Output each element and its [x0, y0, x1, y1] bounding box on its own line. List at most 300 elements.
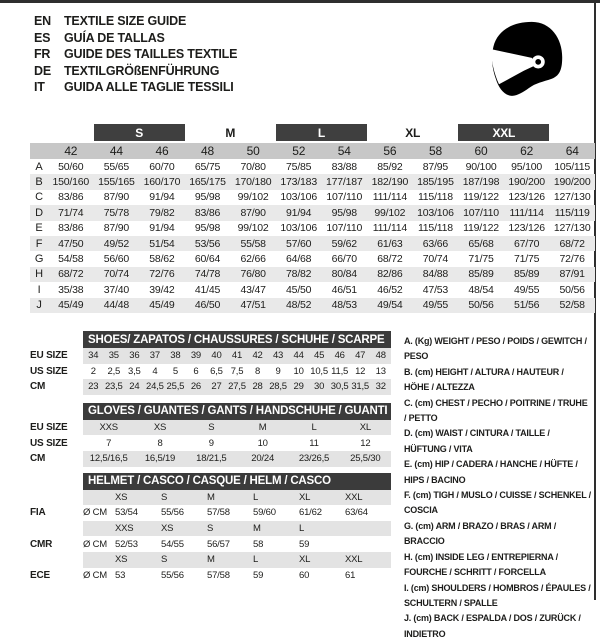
size-value: 63/64: [345, 507, 368, 519]
size-label: XS: [115, 491, 128, 503]
size-value: 30,5: [330, 381, 349, 393]
standard-label: CMR: [30, 538, 53, 550]
size-value: 11: [309, 437, 319, 449]
size-number: 58: [428, 144, 442, 158]
measurement-value: 111/114: [372, 191, 407, 204]
standard-label: ECE: [30, 569, 50, 581]
measurement-value: 45/50: [286, 283, 312, 296]
size-group-xxl: XXL: [458, 124, 549, 141]
measurement-value: 50/56: [559, 283, 585, 296]
measurement-value: 111/114: [509, 206, 544, 219]
size-label: M: [253, 523, 261, 535]
measurement-value: 48/54: [468, 283, 494, 296]
size-value: 9: [208, 437, 214, 449]
size-label: S: [161, 554, 168, 566]
measurement-value: 71/75: [468, 253, 494, 266]
size-value: 29: [293, 381, 304, 393]
measurement-value: 173/183: [280, 176, 317, 189]
measurement-value: 84/88: [422, 268, 449, 281]
measurement-value: 50/60: [58, 160, 84, 173]
language-title-row: [34, 30, 237, 47]
size-value: 48: [375, 350, 386, 362]
measurement-value: 47/50: [58, 237, 84, 250]
measurement-value: 105/115: [554, 160, 591, 173]
measurement-value: 83/88: [331, 160, 357, 173]
table-row-d: [30, 205, 595, 220]
gloves-cm-row: [30, 451, 391, 467]
size-group-m: M: [225, 125, 236, 140]
size-value: 43: [272, 350, 284, 362]
row-label: US SIZE: [30, 437, 68, 449]
measurement-value: 52/58: [559, 299, 585, 312]
measurement-value: 87/91: [559, 268, 585, 281]
guide-title: GUIDA ALLE TAGLIE TESSILI: [64, 80, 234, 95]
measurement-value: 182/190: [371, 176, 409, 189]
helmet-icon: [487, 12, 567, 107]
size-label: L: [253, 554, 259, 566]
size-value: 34: [88, 350, 99, 362]
measurement-value: 170/180: [234, 176, 272, 189]
measurement-value: 91/94: [286, 206, 312, 219]
measurement-value: 37/40: [103, 283, 129, 296]
size-label: XXL: [345, 491, 363, 503]
measurement-value: 87/95: [422, 160, 449, 173]
size-value: 28,5: [269, 381, 287, 393]
measurement-value: 70/80: [240, 160, 266, 173]
measurement-value: 115/118: [417, 222, 453, 235]
table-row-h: [30, 267, 595, 282]
size-number: 50: [246, 144, 260, 158]
size-value: 2: [90, 365, 96, 377]
size-value: XXS: [99, 422, 118, 434]
table-row-f: [30, 236, 595, 251]
legend-item: I. (cm) SHOULDERS / HOMBROS / ÉPAULES / SCHULTERN / SPALLE: [404, 582, 591, 608]
row-label: CM: [30, 453, 46, 465]
fia-size-labels: [115, 492, 391, 503]
gloves-header-row: [30, 403, 391, 420]
ece-values-row: [30, 568, 391, 584]
measurement-value: 127/130: [553, 191, 591, 204]
size-value: 4: [152, 365, 158, 377]
measurement-value: 45/49: [58, 299, 84, 312]
size-value: 32: [375, 381, 386, 393]
measurement-value: 115/118: [417, 191, 453, 204]
size-value: 52/53: [115, 538, 138, 550]
size-group-l: L: [276, 124, 367, 141]
size-number: 42: [64, 144, 78, 158]
row-letter: C: [35, 191, 43, 204]
size-value: 31,5: [351, 381, 370, 393]
measurement-value: 103/106: [280, 191, 317, 204]
measurement-value: 39/42: [149, 283, 175, 296]
measurement-value: 58/62: [149, 253, 175, 266]
language-code: EN: [34, 14, 51, 29]
legend-item: F. (cm) TIGH / MUSLO / CUISSE / SCHENKEL / COSCIA: [404, 490, 591, 516]
size-value: 58: [253, 538, 264, 550]
measurement-value: 107/110: [463, 206, 499, 219]
gloves-us-values: [83, 435, 391, 451]
measurement-value: 85/89: [468, 268, 494, 281]
measurement-value: 75/85: [286, 160, 312, 173]
size-value: 6: [193, 365, 199, 377]
size-label: XL: [299, 554, 311, 566]
measurement-value: 57/60: [286, 237, 312, 250]
measurement-value: 103/106: [417, 206, 454, 219]
size-value: 38: [170, 350, 181, 362]
measurement-value: 64/68: [286, 253, 312, 266]
fia-sizes-row: [30, 490, 391, 506]
measurement-value: 46/50: [194, 299, 221, 312]
measurement-value: 56/60: [103, 253, 129, 266]
size-value: 6,5: [210, 365, 223, 377]
fia-values-row: [30, 505, 391, 521]
size-value: XL: [359, 422, 371, 434]
size-label: XXL: [345, 554, 363, 566]
ece-size-values: [115, 570, 391, 581]
measurement-value: 49/55: [513, 283, 540, 296]
measurement-value: 46/52: [377, 283, 403, 296]
size-value: 12: [355, 365, 366, 377]
measurement-value: 63/66: [422, 237, 449, 250]
measurement-value: 107/110: [326, 191, 363, 204]
size-value: 2,5: [107, 365, 121, 377]
size-value: 16,5/19: [144, 453, 176, 465]
measurement-value: 76/80: [240, 268, 266, 281]
measurement-value: 47/51: [240, 299, 266, 312]
measurement-value: 59/62: [331, 237, 357, 250]
row-letter: F: [35, 237, 43, 250]
size-value: 23: [88, 381, 99, 393]
measurement-value: 85/89: [513, 268, 540, 281]
size-value: 35: [108, 350, 119, 362]
legend-item: B. (cm) HEIGHT / ALTURA / HAUTEUR / HÖHE / ALTEZZA: [404, 366, 564, 393]
size-group-s: S: [94, 124, 185, 141]
size-value: 28: [252, 381, 263, 393]
cmr-size-labels: [115, 523, 391, 534]
row-values: [48, 253, 595, 265]
size-value: 61: [345, 569, 356, 581]
size-number: 60: [474, 144, 488, 158]
measurement-value: 50/56: [468, 299, 494, 312]
size-value: 25,5/30: [350, 453, 381, 465]
measurement-value: 70/74: [422, 253, 449, 266]
row-values: [48, 299, 595, 311]
size-value: 54/55: [161, 538, 184, 550]
cmr-values-row: [30, 536, 391, 552]
measurement-value: 71/74: [58, 206, 84, 219]
size-value: 8: [254, 365, 261, 377]
size-value: 11,5: [331, 365, 349, 377]
guide-title: GUÍA DE TALLAS: [64, 30, 165, 45]
size-value: L: [311, 422, 317, 434]
measurement-value: 83/86: [58, 222, 84, 235]
measurement-value: 83/86: [58, 191, 84, 204]
ece-sizes-row: [30, 552, 391, 568]
size-value: 40: [211, 350, 222, 362]
size-label: L: [299, 523, 305, 535]
measurement-value: 60/70: [149, 160, 175, 173]
legend-item: H. (cm) INSIDE LEG / ENTREPIERNA / FOURCHE / SCHRITT / FORCELLA: [404, 551, 558, 578]
measurement-value: 82/86: [377, 268, 403, 281]
helmet-section-title: HELMET / CASCO / CASQUE / HELM / CASCO: [83, 473, 391, 490]
size-value: 26: [190, 381, 201, 393]
row-letter: A: [35, 160, 43, 173]
measurement-value: 177/187: [326, 176, 363, 189]
measurement-value: 60/64: [194, 253, 221, 266]
measurement-value: 85/92: [377, 160, 403, 173]
size-value: 45: [314, 350, 325, 362]
row-label: US SIZE: [30, 365, 68, 377]
gloves-cm-values: [83, 451, 391, 467]
measurement-value: 127/130: [553, 222, 591, 235]
table-row-e: [30, 221, 595, 236]
measurement-value: 95/100: [511, 160, 543, 173]
size-value: 24,5: [146, 381, 164, 393]
measurement-value: 43/47: [240, 283, 266, 296]
measurement-value: 72/76: [559, 253, 585, 266]
size-value: 37: [149, 350, 160, 362]
size-value: 60: [299, 569, 310, 581]
size-label: XS: [115, 554, 128, 566]
measurement-value: 70/74: [103, 268, 129, 281]
standard-label: FIA: [30, 507, 46, 519]
measurement-value: 68/72: [58, 268, 84, 281]
row-values: [48, 161, 595, 173]
measurement-value: 49/54: [377, 299, 403, 312]
size-value: 8: [157, 437, 163, 449]
size-value: 59/60: [253, 507, 276, 519]
measurement-value: 61/63: [377, 237, 403, 250]
size-value: 47: [355, 350, 366, 362]
language-title-row: [34, 46, 237, 63]
language-title-row: [34, 79, 237, 96]
size-number: 64: [565, 144, 579, 158]
measurement-value: 51/54: [149, 237, 175, 250]
row-letter: B: [35, 176, 43, 189]
measurement-value: 95/98: [331, 206, 357, 219]
measurement-value: 68/72: [377, 253, 403, 266]
measurement-value: 35/38: [58, 283, 84, 296]
measurement-value: 99/102: [374, 206, 406, 219]
size-value: 55/56: [161, 569, 184, 581]
gloves-section-title: GLOVES / GUANTES / GANTS / HANDSCHUHE / GUANTI: [83, 403, 391, 420]
measurement-value: 123/126: [508, 222, 545, 235]
row-letter: D: [35, 206, 43, 219]
row-label: EU SIZE: [30, 350, 68, 362]
size-label: XXS: [115, 523, 134, 535]
size-number: 48: [201, 144, 214, 158]
size-value: 7,5: [230, 365, 244, 377]
size-value: 27,5: [228, 381, 246, 393]
row-values: [48, 207, 595, 219]
measurement-value: 65/68: [468, 237, 494, 250]
gloves-us-row: [30, 435, 391, 451]
guide-title: TEXTILE SIZE GUIDE: [64, 14, 187, 29]
measurement-value: 74/78: [194, 268, 221, 281]
row-values: [48, 284, 595, 296]
fia-size-values: [115, 507, 391, 518]
numeric-size-header: [30, 143, 595, 159]
accessory-size-tables: [30, 331, 391, 583]
row-label: CM: [30, 381, 46, 393]
measurement-value: 190/200: [553, 176, 591, 189]
measurement-value: 48/53: [331, 299, 357, 312]
cmr-sizes-row: [30, 521, 391, 537]
shoes-us-row: [30, 364, 391, 380]
measurement-value: 54/58: [58, 253, 84, 266]
size-label: M: [207, 491, 215, 503]
row-values: [48, 222, 595, 234]
size-value: 12,5/16,5: [89, 453, 128, 465]
size-group-header: [30, 124, 595, 141]
measurement-value: 80/84: [331, 268, 357, 281]
legend-item: D. (cm) WAIST / CINTURA / TAILLE / HÜFTUNG / VITA: [404, 428, 550, 454]
row-letter: E: [35, 222, 43, 235]
size-value: 9: [275, 365, 281, 377]
size-value: 5: [172, 365, 178, 377]
size-value: 59: [299, 538, 310, 550]
shoes-eu-row: [30, 348, 391, 364]
row-letter: H: [35, 268, 43, 281]
measurement-value: 150/160: [52, 176, 90, 189]
measurement-value: 99/102: [237, 191, 269, 204]
measurement-rows: [30, 159, 595, 313]
guide-title: TEXTILGRÖßENFÜHRUNG: [64, 63, 220, 78]
measurement-value: 187/198: [462, 176, 500, 189]
diameter-unit: Ø CM: [83, 507, 108, 519]
size-value: 53: [115, 569, 126, 581]
measurement-value: 75/78: [103, 206, 129, 219]
shoes-us-values: [83, 364, 391, 380]
measurement-value: 185/195: [417, 176, 454, 189]
measurement-value: 165/175: [189, 176, 226, 189]
size-label: S: [161, 491, 168, 503]
row-values: [48, 191, 595, 203]
measurement-legend: [404, 334, 591, 642]
legend-item: J. (cm) BACK / ESPALDA / DOS / ZURÜCK / INDIETRO: [404, 613, 581, 639]
size-value: 18/21,5: [196, 453, 227, 465]
language-code: FR: [34, 47, 51, 62]
measurement-value: 115/119: [554, 206, 590, 219]
size-label: XL: [299, 491, 311, 503]
legend-item: G. (cm) ARM / BRAZO / BRAS / ARM / BRACCIO: [404, 520, 557, 547]
row-letter: G: [34, 253, 44, 266]
row-letter: I: [37, 283, 41, 296]
size-number: 52: [292, 144, 306, 158]
gloves-eu-values: [83, 420, 391, 436]
measurement-value: 48/52: [286, 299, 312, 312]
shoes-cm-row: [30, 379, 391, 395]
legend-item: C. (cm) CHEST / PECHO / POITRINE / TRUHE / PETTO: [404, 397, 588, 424]
helmet-header-row: [30, 473, 391, 490]
measurement-value: 62/66: [240, 253, 266, 266]
language-title-row: [34, 13, 237, 30]
size-value: 10,5: [310, 365, 328, 377]
measurement-value: 47/53: [422, 283, 449, 296]
size-value: 25,5: [166, 381, 185, 393]
table-row-b: [30, 174, 595, 189]
shoes-section-title: SHOES/ ZAPATOS / CHAUSSURES / SCHUHE / SCARPE: [83, 331, 391, 348]
measurement-value: 55/65: [103, 160, 129, 173]
measurement-value: 87/90: [240, 206, 266, 219]
measurement-value: 67/70: [513, 237, 540, 250]
size-value: 10: [257, 437, 268, 449]
ece-size-labels: [115, 554, 391, 565]
gloves-eu-row: [30, 420, 391, 436]
size-value: 39: [190, 350, 201, 362]
legend-item: A. (Kg) WEIGHT / PESO / POIDS / GEWITCH / PESO: [404, 336, 587, 362]
size-value: M: [258, 422, 267, 434]
measurement-value: 111/114: [372, 222, 407, 235]
measurement-value: 66/70: [331, 253, 357, 266]
measurement-value: 95/98: [194, 222, 221, 235]
size-value: 44: [293, 350, 304, 362]
table-row-j: [30, 298, 595, 313]
table-row-a: [30, 159, 595, 174]
measurement-value: 91/94: [149, 222, 175, 235]
measurement-value: 119/122: [463, 191, 499, 204]
size-value: 7: [106, 437, 112, 449]
size-label: S: [207, 523, 214, 535]
measurement-value: 87/90: [103, 222, 129, 235]
shoes-header-row: [30, 331, 391, 348]
size-value: 3,5: [128, 365, 141, 377]
table-row-c: [30, 190, 595, 205]
size-group-xl: XL: [405, 125, 421, 140]
size-value: 56/57: [207, 538, 230, 550]
row-values: [48, 176, 595, 188]
diameter-unit: Ø CM: [83, 538, 108, 550]
language-title-row: [34, 63, 237, 80]
measurement-value: 119/122: [463, 222, 499, 235]
measurement-value: 190/200: [508, 176, 545, 189]
measurement-value: 46/51: [331, 283, 357, 296]
measurement-value: 72/76: [149, 268, 175, 281]
measurement-value: 53/56: [194, 237, 221, 250]
measurement-value: 41/45: [194, 283, 221, 296]
size-value: 12: [360, 437, 371, 449]
measurement-value: 78/82: [286, 268, 312, 281]
size-value: 20/24: [251, 453, 275, 465]
measurement-value: 83/86: [194, 206, 221, 219]
measurement-value: 103/106: [280, 222, 317, 235]
measurement-value: 49/52: [103, 237, 129, 250]
language-code: IT: [34, 80, 45, 95]
size-value: 61/62: [299, 507, 322, 519]
size-number: 54: [337, 144, 351, 158]
measurement-value: 95/98: [194, 191, 221, 204]
size-value: 59: [253, 569, 264, 581]
size-value: 41: [231, 350, 243, 362]
measurement-value: 55/58: [240, 237, 266, 250]
size-value: 57/58: [207, 569, 230, 581]
size-value: 42: [252, 350, 263, 362]
row-values: [48, 268, 595, 280]
measurement-value: 71/75: [513, 253, 540, 266]
size-number: 46: [155, 144, 169, 158]
size-value: 23/26,5: [298, 453, 330, 465]
size-number: 62: [520, 144, 534, 158]
size-value: 23,5: [104, 381, 123, 393]
measurement-value: 45/49: [149, 299, 175, 312]
language-code: DE: [34, 63, 51, 78]
size-value: 53/54: [115, 507, 138, 519]
legend-item: E. (cm) HIP / CADERA / HANCHE / HÜFTE / HIPS / BACINO: [404, 459, 578, 485]
measurement-value: 51/56: [513, 299, 540, 312]
shoes-eu-values: [83, 348, 391, 364]
measurement-value: 87/90: [103, 191, 129, 204]
measurement-value: 123/126: [508, 191, 545, 204]
